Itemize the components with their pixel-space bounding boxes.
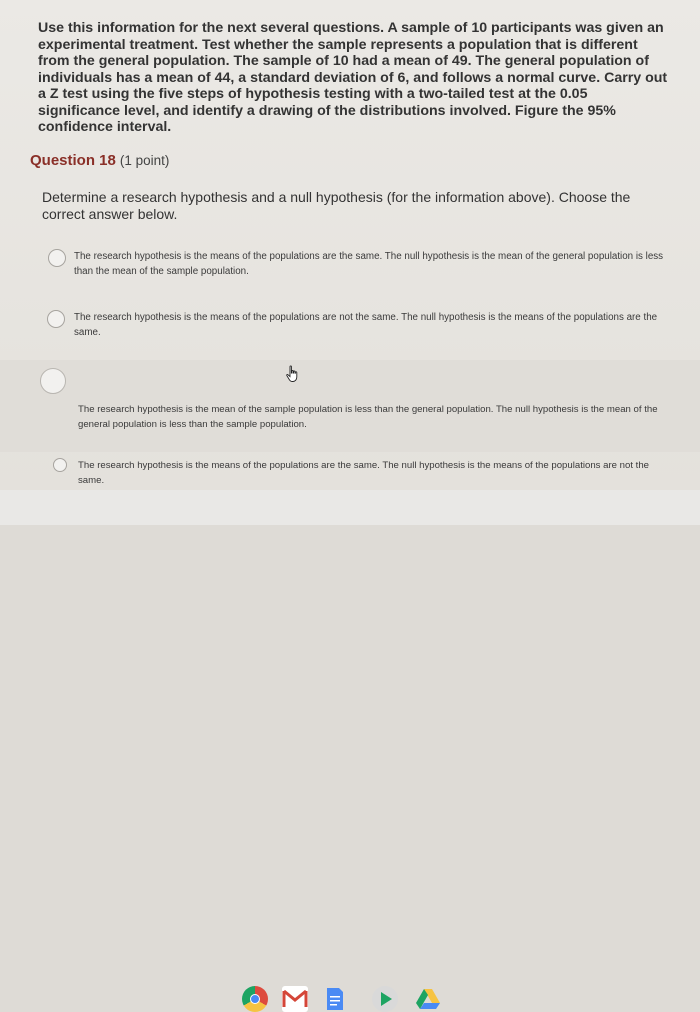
answer-option-c-label: The research hypothesis is the mean of the sample population is less than the general population. The null hypothesis is the mean of the general population is less than the sample population. [78, 404, 658, 430]
answer-option-b-label: The research hypothesis is the means of the populations are not the same. The null hypothesis is the means of the populations are the same. [74, 312, 658, 338]
radio-button-a[interactable] [48, 249, 66, 267]
question-prompt: Determine a research hypothesis and a null hypothesis (for the information above). Choose the correct answer below. [42, 189, 631, 222]
drive-icon[interactable] [415, 986, 441, 1012]
answer-option-d[interactable] [0, 452, 700, 490]
answer-option-d-label: The research hypothesis is the means of the populations are the same. The null hypothesis is the means of the populations are not the same. [78, 460, 649, 486]
docs-icon[interactable] [322, 986, 348, 1012]
hand-pointer-cursor-icon [285, 365, 301, 383]
gmail-icon[interactable] [282, 986, 308, 1012]
radio-button-b[interactable] [47, 310, 65, 328]
instructions-text: Use this information for the next several questions. A sample of 10 participants was given an experimental treatment. Test whether the sample represents a population that is different from the general population. The sample of 10 had a mean of 49. The general population of individuals has a mean of 44, a standard deviation of 6, and follows a normal curve. Carry out a Z test using the five steps of hypothesis testing with a two-tailed test at the 0.05 significance level, and identify a drawing of the distributions involved. Figure the 95% confidence interval. [38, 20, 668, 135]
question-title: Question 18 [30, 152, 116, 169]
os-shelf [0, 490, 700, 525]
answer-option-a-label: The research hypothesis is the means of the populations are the same. The null hypothesis is the mean of the general population is less than the mean of the sample population. [74, 251, 664, 277]
question-header [30, 152, 169, 169]
chrome-icon[interactable] [242, 986, 268, 1012]
question-points: (1 point) [119, 153, 170, 168]
answer-option-c[interactable] [0, 360, 700, 452]
quiz-page [0, 0, 700, 490]
answer-option-a[interactable] [0, 240, 700, 300]
play-store-icon[interactable] [372, 986, 398, 1012]
radio-button-d[interactable] [53, 458, 67, 472]
answer-option-b[interactable] [0, 300, 700, 360]
radio-button-c[interactable] [40, 368, 66, 394]
chrome-icon-center [250, 994, 260, 1004]
